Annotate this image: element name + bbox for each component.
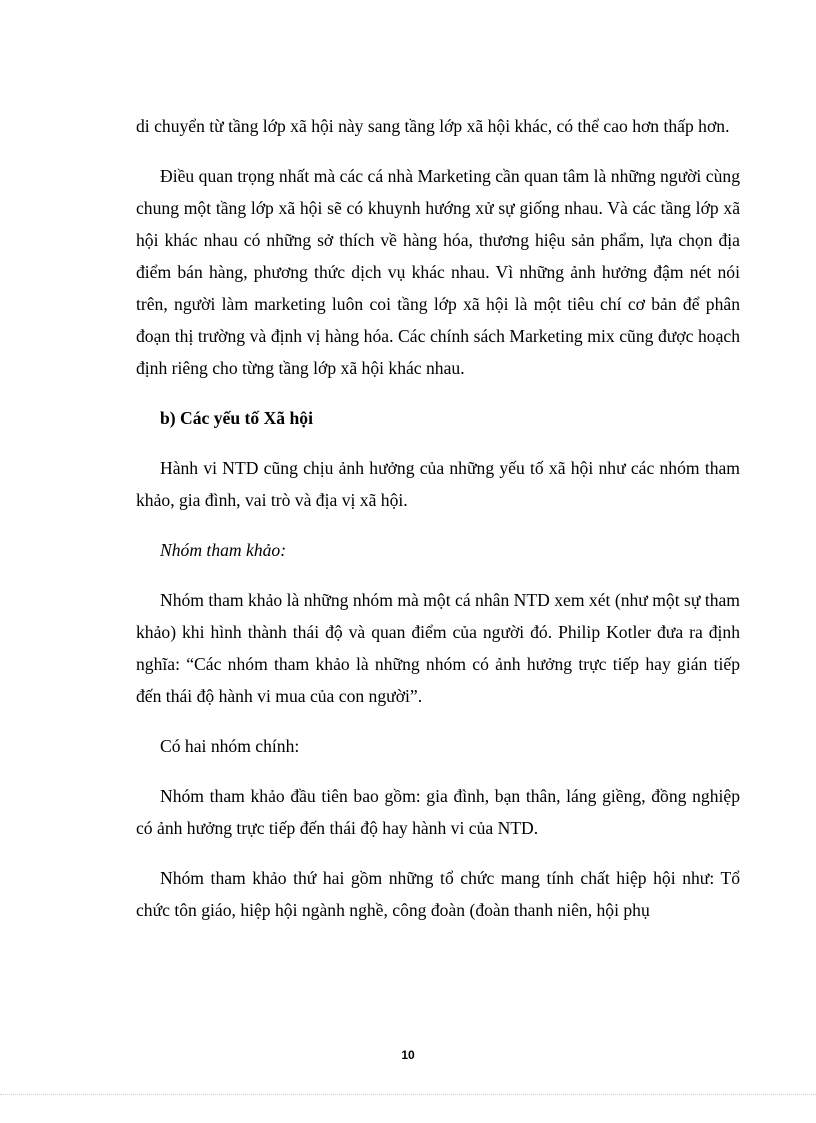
paragraph: Có hai nhóm chính: xyxy=(160,736,300,756)
subheading-italic: Nhóm tham khảo: xyxy=(160,540,287,560)
paragraph: Hành vi NTD cũng chịu ảnh hưởng của những yếu tố xã hội như các nhóm tham khảo, gia đình, vai trò và địa vị xã hội. xyxy=(136,458,740,510)
body-text xyxy=(136,110,740,944)
paragraph: di chuyển từ tầng lớp xã hội này sang tầng lớp xã hội khác, có thể cao hơn thấp hơn. xyxy=(136,116,730,136)
section-heading: b) Các yếu tố Xã hội xyxy=(160,408,313,428)
page-bottom-divider xyxy=(0,1094,816,1095)
paragraph: Nhóm tham khảo là những nhóm mà một cá nhân NTD xem xét (như một sự tham khảo) khi hình thành thái độ và quan điểm của người đó. Philip Kotler đưa ra định nghĩa: “Các nhóm tham khảo là những nhóm có ảnh hưởng trực tiếp hay gián tiếp đến thái độ hành vi mua của con người”. xyxy=(136,590,740,706)
paragraph: Điều quan trọng nhất mà các cá nhà Marketing cần quan tâm là những người cùng chung một tầng lớp xã hội sẽ có khuynh hướng xử sự giống nhau. Và các tầng lớp xã hội khác nhau có những sở thích về hàng hóa, thương hiệu sản phẩm, lựa chọn địa điểm bán hàng, phương thức dịch vụ khác nhau. Vì những ảnh hưởng đậm nét nói trên, người làm marketing luôn coi tầng lớp xã hội là một tiêu chí cơ bản để phân đoạn thị trường và định vị hàng hóa. Các chính sách Marketing mix cũng được hoạch định riêng cho từng tầng lớp xã hội khác nhau. xyxy=(136,166,740,378)
paragraph: Nhóm tham khảo thứ hai gồm những tổ chức mang tính chất hiệp hội như: Tổ chức tôn giáo, hiệp hội ngành nghề, công đoàn (đoàn thanh niên, hội phụ xyxy=(136,868,740,920)
paragraph: Nhóm tham khảo đầu tiên bao gồm: gia đình, bạn thân, láng giềng, đồng nghiệp có ảnh hưởng trực tiếp đến thái độ hay hành vi của NTD. xyxy=(136,786,740,838)
page-number: 10 xyxy=(401,1048,415,1062)
